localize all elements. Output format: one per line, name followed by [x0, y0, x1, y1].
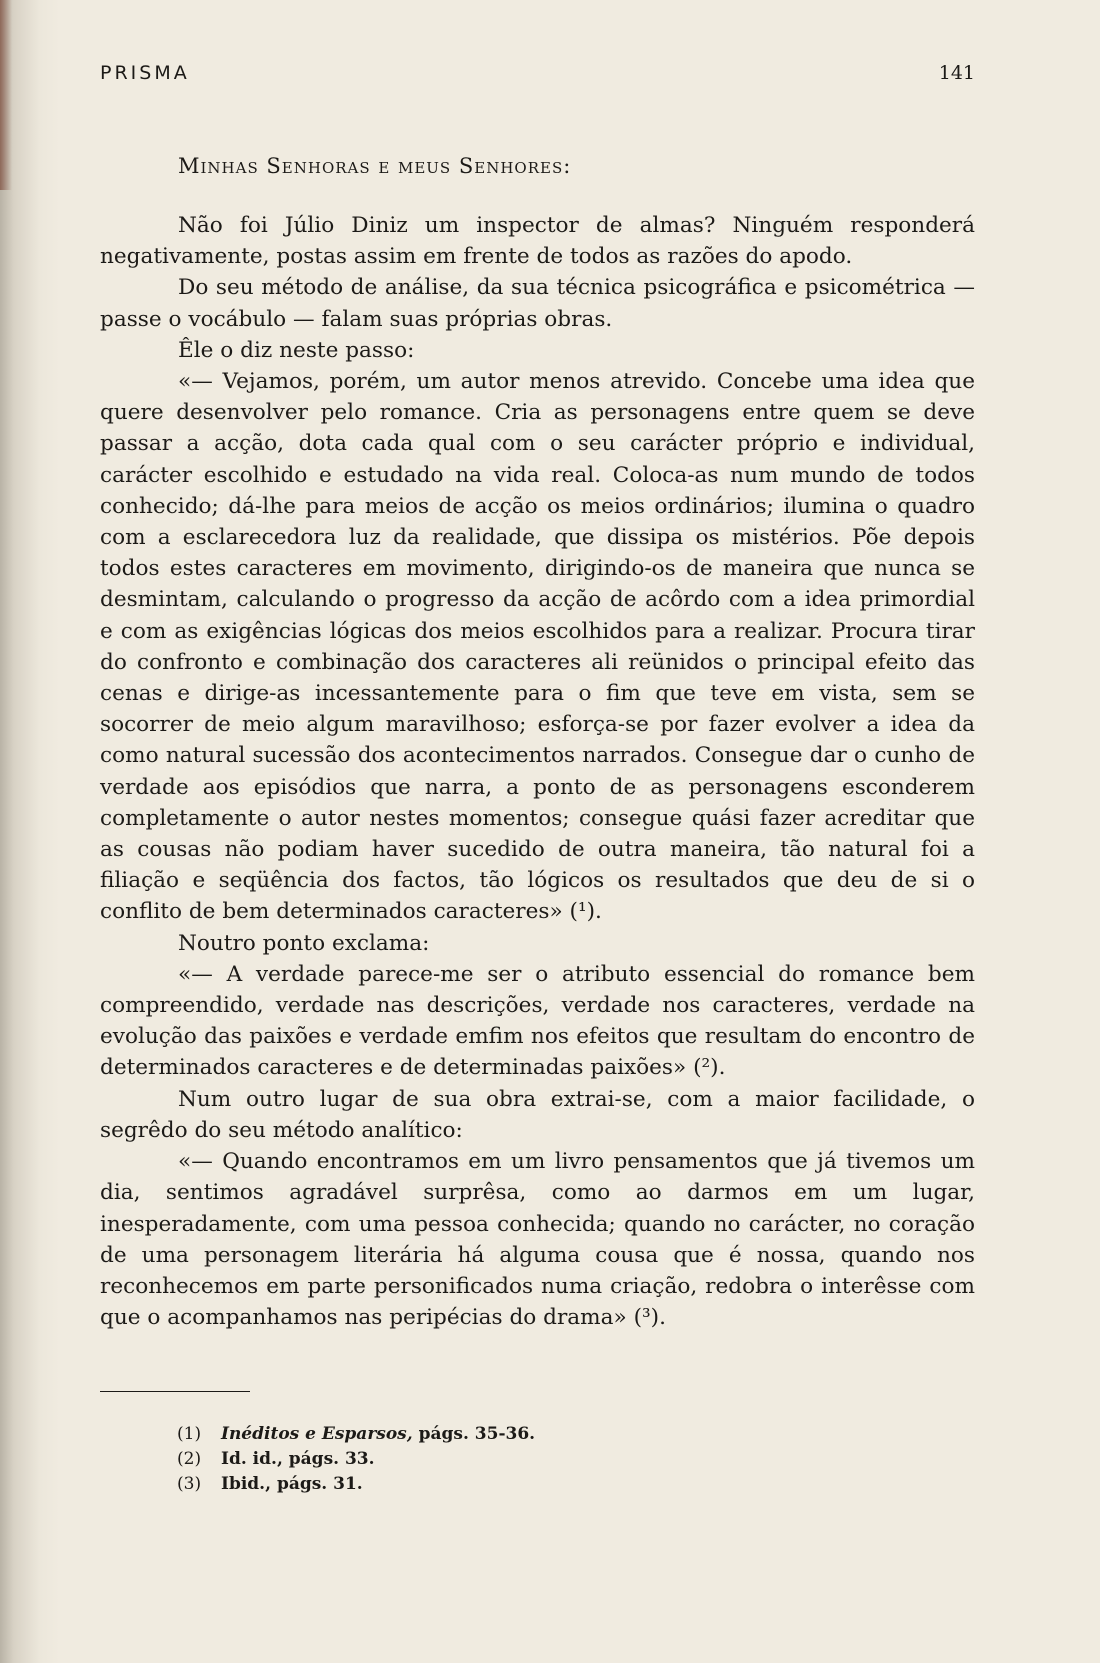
paragraph: Êle o diz neste passo: — [178, 337, 415, 363]
footnote-rule — [100, 1391, 250, 1392]
paragraph: Não foi Júlio Diniz um inspector de almas? Ninguém responderá negativamente, postas assim em frente de todos as razões do apodo. — [100, 213, 975, 270]
footnote — [177, 1447, 975, 1472]
salutation: Minhas Senhoras e meus Senhores: — [178, 154, 572, 178]
footnote-mark: (1) — [177, 1424, 202, 1445]
book-page — [100, 48, 975, 1608]
page-binding-shadow — [0, 0, 60, 1663]
footnote-text: Id. id., págs. 33. — [221, 1449, 375, 1470]
footnote-text: Ibid., págs. 31. — [221, 1474, 363, 1495]
footnote — [177, 1472, 975, 1497]
body-text — [100, 210, 975, 1333]
running-head — [100, 62, 975, 84]
footnote-mark: (3) — [177, 1474, 202, 1495]
footnote — [177, 1422, 975, 1447]
page-number: 141 — [938, 62, 975, 84]
paragraph: Noutro ponto exclama: — [178, 930, 430, 956]
footnote-title: Inéditos e Esparsos, — [221, 1424, 413, 1445]
page-edge-mark — [0, 0, 12, 190]
footnote-text: págs. 35-36. — [412, 1424, 536, 1445]
paragraph: Do seu método de análise, da sua técnica psicográfica e psicométrica — passe o vocábulo — falam suas próprias obras. — [100, 275, 975, 332]
footnotes — [177, 1422, 975, 1497]
running-head-title: PRISMA — [100, 62, 190, 84]
paragraph: «— A verdade parece-me ser o atributo essencial do romance bem compreendido, verdade nas descrições, verdade nos caracteres, verdade na evolução das paixões e verdade emfim nos efeitos que resultam do encontro de determinados caracteres e de determinadas paixões» (²). — [100, 961, 975, 1081]
paragraph: «— Quando encontramos em um livro pensamentos que já tivemos um dia, sentimos agradável surprêsa, como ao darmos em um lugar, inesperadamente, com uma pessoa conhecida; quando no carácter, no coração de uma personagem literária há alguma cousa que é nossa, quando nos reconhecemos em parte personificados numa criação, redobra o interêsse com que o acompanhamos nas peripécias do drama» (³). — [100, 1149, 975, 1331]
paragraph: Num outro lugar de sua obra extrai-se, com a maior facilidade, o segrêdo do seu método analítico: — [100, 1086, 975, 1143]
paragraph: «— Vejamos, porém, um autor menos atrevido. Concebe uma idea que quere desenvolver pelo romance. Cria as personagens entre quem se deve passar a acção, dota cada qual com o seu carácter próprio e individual, carácter escolhido e estudado na vida real. Coloca-as num mundo de todos conhecido; dá-lhe para meios de acção os meios ordinários; ilumina o quadro com a esclarecedora luz da realidade, que dissipa os mistérios. Põe depois todos estes caracteres em movimento, dirigindo-os de maneira que nunca se desmintam, calculando o progresso da acção de acôrdo com a idea primordial e com as exigências lógicas dos meios escolhidos para a realizar. Procura tirar do confronto e combinação dos caracteres ali reünidos o principal efeito das cenas e dirige-as incessantemente para o fim que teve em vista, sem se socorrer de meio algum maravilhoso; esforça-se por fazer evolver a idea da como natural sucessão dos acontecimentos narrados. Consegue dar o cunho de verdade aos episódios que narra, a ponto de as personagens esconderem completamente o autor nestes momentos; consegue quási fazer acreditar que as cousas não podiam haver sucedido de outra maneira, tão natural foi a filiação e seqüência dos factos, tão lógicos os resultados que deu de si o conflito de bem determinados caracteres» (¹). — [100, 369, 975, 925]
footnote-mark: (2) — [177, 1449, 202, 1470]
